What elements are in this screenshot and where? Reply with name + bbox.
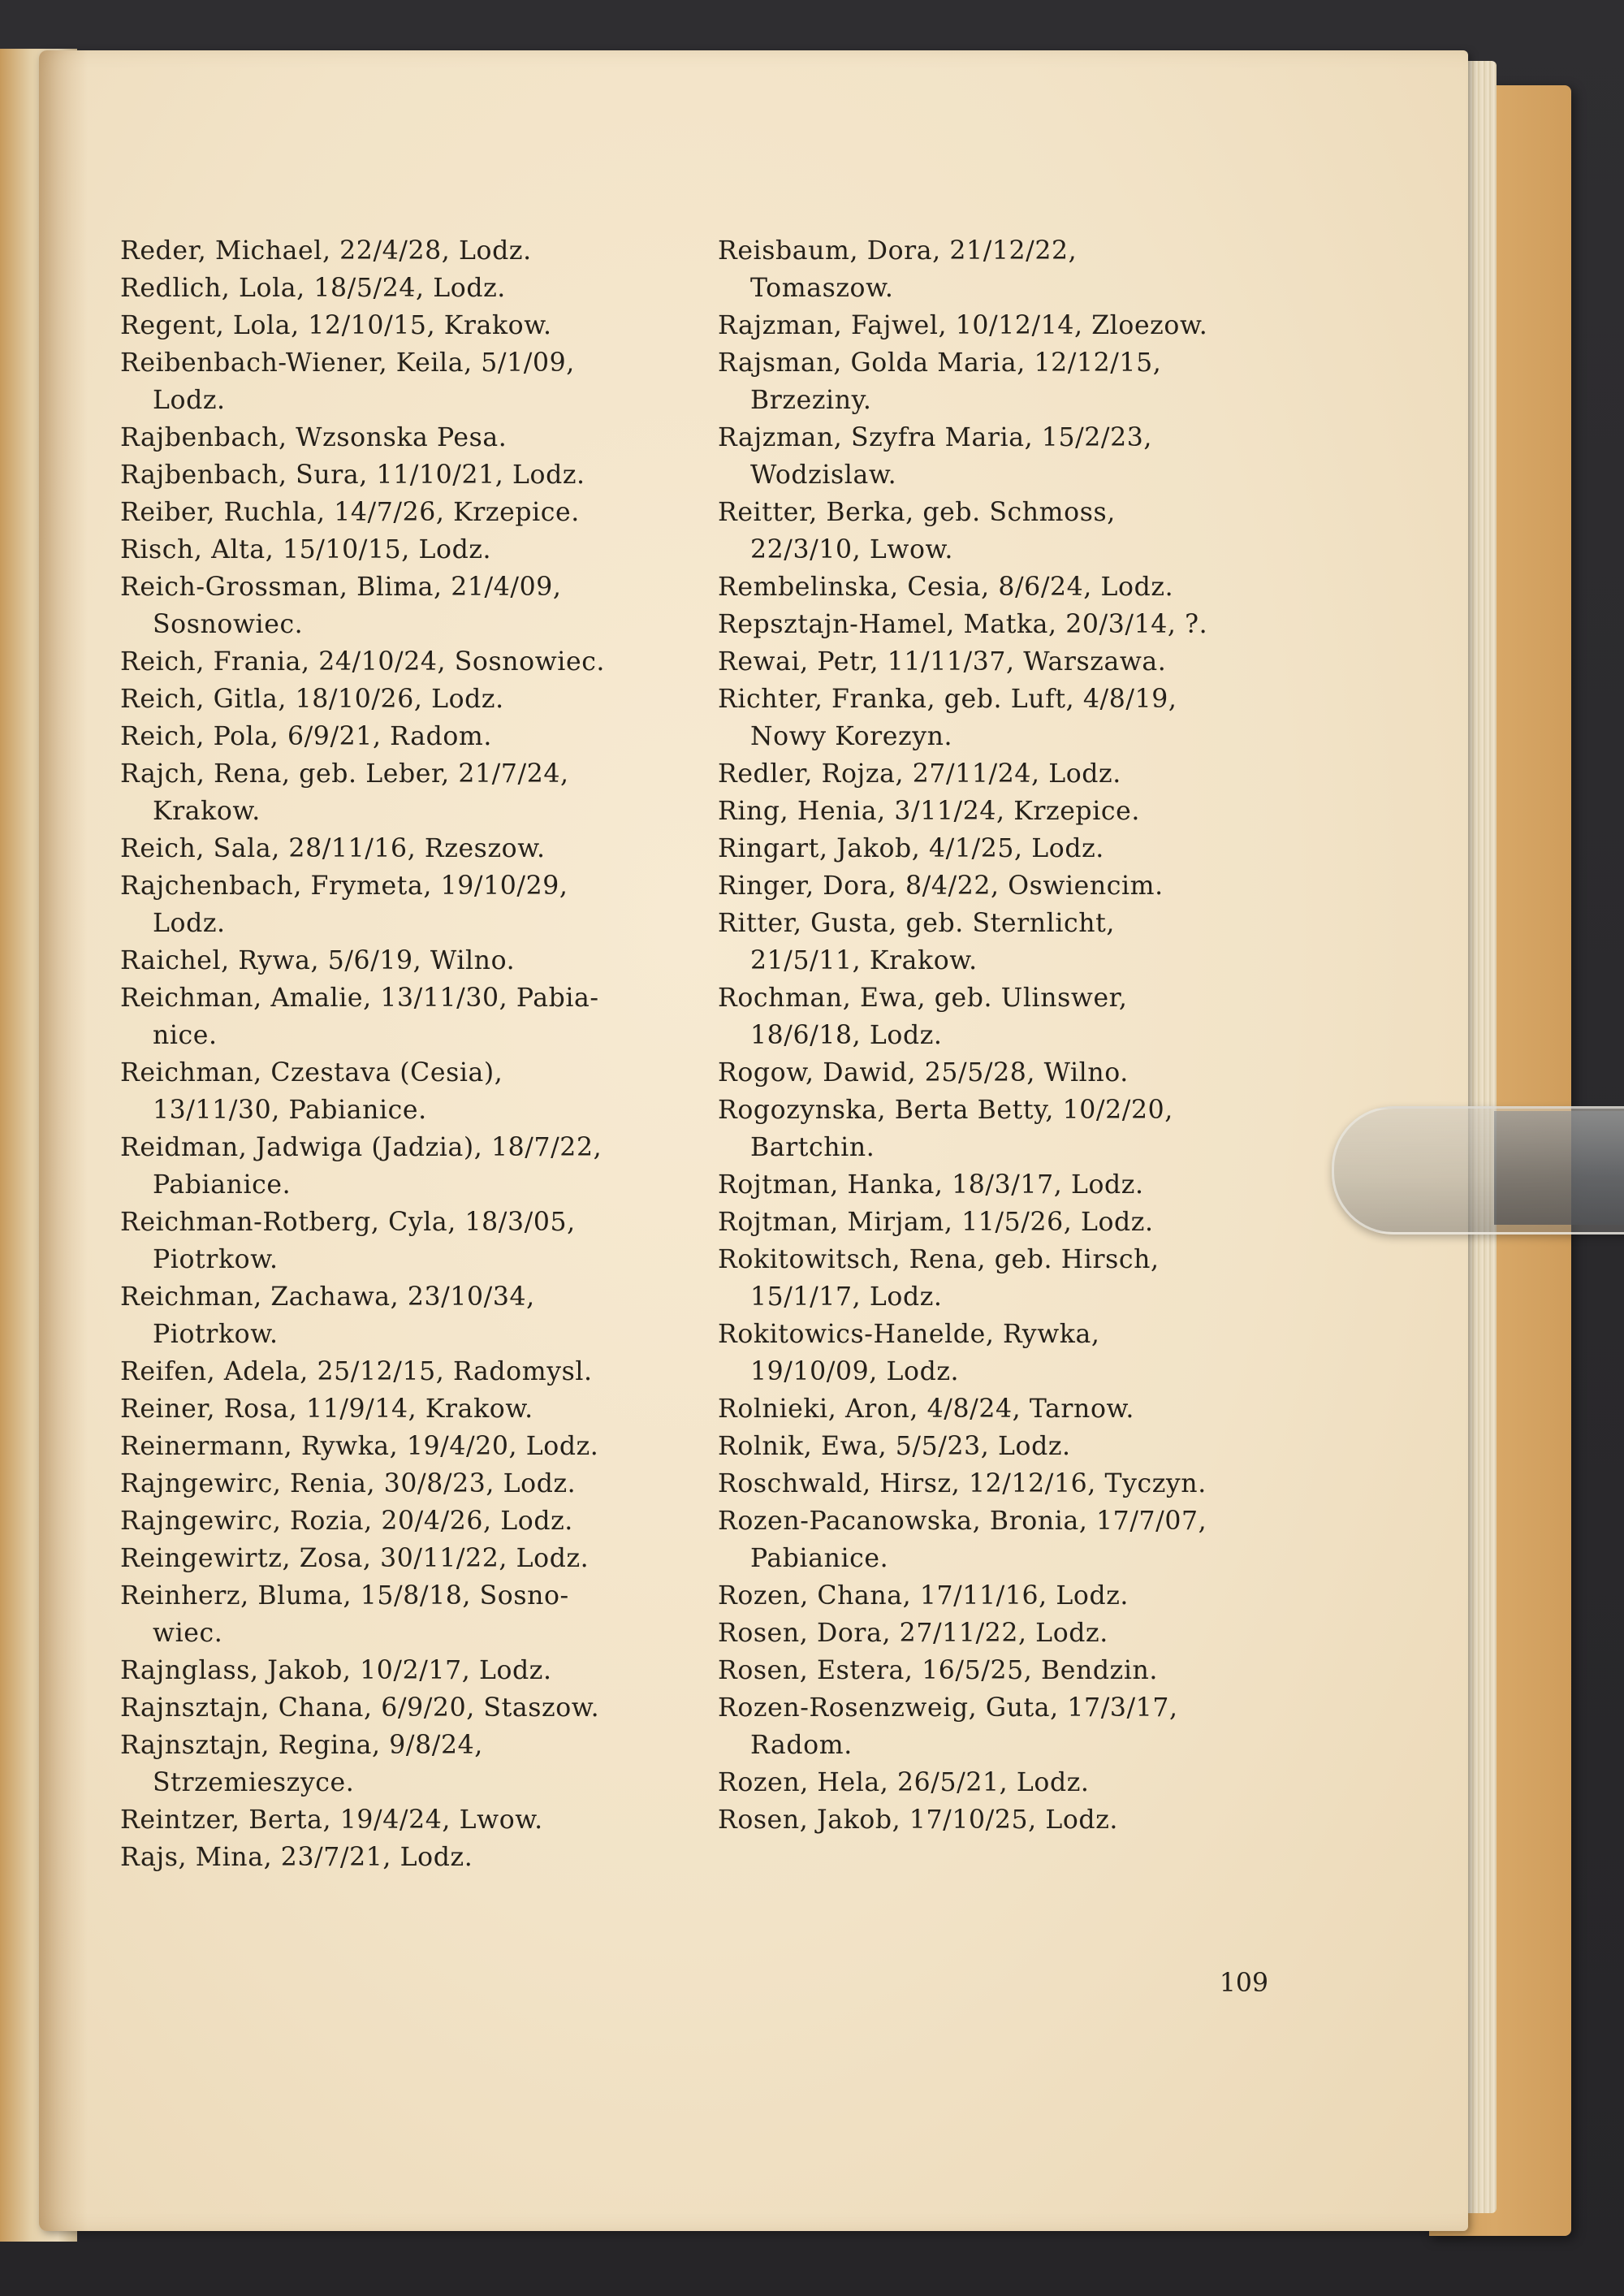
list-item: [718, 1390, 1286, 1428]
list-item: [718, 1503, 1286, 1577]
list-item: [718, 793, 1286, 830]
list-item: [120, 232, 689, 270]
entry-text: Regent, Lola, 12/10/15, Krakow.: [120, 311, 552, 340]
list-item: [120, 344, 689, 419]
list-item: [120, 1428, 689, 1465]
list-item: [718, 1316, 1286, 1390]
entry-text: Rajs, Mina, 23/7/21, Lodz.: [120, 1843, 473, 1872]
entry-continuation: wiec.: [153, 1619, 223, 1648]
entry-text: Rajngewirc, Rozia, 20/4/26, Lodz.: [120, 1507, 573, 1536]
list-item: [718, 1764, 1286, 1801]
entry-text: Rajnsztajn, Regina, 9/8/24,: [120, 1731, 483, 1760]
list-item: [120, 569, 689, 643]
list-item: [718, 344, 1286, 419]
entry-text: Reichman-Rotberg, Cyla, 18/3/05,: [120, 1208, 576, 1237]
entry-continuation: Brzeziny.: [750, 386, 872, 415]
entry-text: Reifen, Adela, 25/12/15, Radomysl.: [120, 1357, 593, 1386]
list-item: [718, 830, 1286, 867]
list-item: [718, 1166, 1286, 1204]
entry-continuation: Radom.: [750, 1731, 853, 1760]
entry-text: Rozen, Hela, 26/5/21, Lodz.: [718, 1768, 1090, 1797]
list-item: [718, 1428, 1286, 1465]
list-item: [120, 1353, 689, 1390]
list-item: [718, 1652, 1286, 1689]
entry-text: Ringer, Dora, 8/4/22, Oswiencim.: [718, 871, 1164, 901]
entry-text: Rajnglass, Jakob, 10/2/17, Lodz.: [120, 1656, 552, 1685]
list-item: [120, 307, 689, 344]
entry-text: Reich, Pola, 6/9/21, Radom.: [120, 722, 492, 751]
entry-text: Reidman, Jadwiga (Jadzia), 18/7/22,: [120, 1133, 603, 1162]
list-item: [120, 419, 689, 456]
entry-text: Rembelinska, Cesia, 8/6/24, Lodz.: [718, 573, 1174, 602]
entry-text: Rochman, Ewa, geb. Ulinswer,: [718, 984, 1128, 1013]
entry-continuation: 15/1/17, Lodz.: [750, 1282, 943, 1312]
entry-continuation: 18/6/18, Lodz.: [750, 1021, 943, 1050]
entry-text: Reich, Sala, 28/11/16, Rzeszow.: [120, 834, 546, 863]
entry-text: Reich-Grossman, Blima, 21/4/09,: [120, 573, 562, 602]
list-item: [718, 419, 1286, 494]
entry-text: Reitter, Berka, geb. Schmoss,: [718, 498, 1116, 527]
list-item: [120, 979, 689, 1054]
list-item: [120, 1727, 689, 1801]
list-item: [718, 1615, 1286, 1652]
list-item: [718, 1241, 1286, 1316]
entry-text: Raichel, Rywa, 5/6/19, Wilno.: [120, 946, 516, 975]
entry-continuation: 13/11/30, Pabianice.: [153, 1096, 427, 1125]
entry-text: Richter, Franka, geb. Luft, 4/8/19,: [718, 685, 1177, 714]
list-item: [120, 1390, 689, 1428]
entry-text: Reiner, Rosa, 11/9/14, Krakow.: [120, 1394, 533, 1424]
right-column: [718, 232, 1286, 1839]
list-item: [718, 681, 1286, 755]
entry-text: Ritter, Gusta, geb. Sternlicht,: [718, 909, 1116, 938]
page-clip-bookmark: [1332, 1106, 1624, 1234]
list-item: [718, 643, 1286, 681]
entry-text: Risch, Alta, 15/10/15, Lodz.: [120, 535, 492, 564]
list-item: [120, 1577, 689, 1652]
list-item: [120, 830, 689, 867]
list-item: [718, 979, 1286, 1054]
entry-text: Rajbenbach, Sura, 11/10/21, Lodz.: [120, 460, 585, 490]
list-item: [120, 1503, 689, 1540]
list-item: [120, 643, 689, 681]
entry-text: Reintzer, Berta, 19/4/24, Lwow.: [120, 1805, 543, 1835]
entry-continuation: Bartchin.: [750, 1133, 875, 1162]
entry-text: Reichman, Czestava (Cesia),: [120, 1058, 503, 1087]
entry-continuation: Strzemieszyce.: [153, 1768, 355, 1797]
entry-text: Reichman, Zachawa, 23/10/34,: [120, 1282, 535, 1312]
entry-text: Reingewirtz, Zosa, 30/11/22, Lodz.: [120, 1544, 590, 1573]
entry-text: Rajchenbach, Frymeta, 19/10/29,: [120, 871, 568, 901]
entry-continuation: Lodz.: [153, 909, 226, 938]
entry-text: Reinherz, Bluma, 15/8/18, Sosno-: [120, 1581, 569, 1611]
entry-text: Repsztajn-Hamel, Matka, 20/3/14, ?.: [718, 610, 1208, 639]
entry-text: Rolnieki, Aron, 4/8/24, Tarnow.: [718, 1394, 1134, 1424]
entry-text: Rojtman, Hanka, 18/3/17, Lodz.: [718, 1170, 1144, 1200]
list-item: [718, 1801, 1286, 1839]
entry-text: Reiber, Ruchla, 14/7/26, Krzepice.: [120, 498, 580, 527]
list-item: [120, 456, 689, 494]
entry-continuation: nice.: [153, 1021, 218, 1050]
list-item: [718, 1689, 1286, 1764]
entry-continuation: 22/3/10, Lwow.: [750, 535, 953, 564]
entry-text: Rozen-Rosenzweig, Guta, 17/3/17,: [718, 1693, 1178, 1723]
entry-continuation: Wodzislaw.: [750, 460, 897, 490]
list-item: [718, 232, 1286, 307]
list-item: [120, 867, 689, 942]
entry-text: Reich, Frania, 24/10/24, Sosnowiec.: [120, 647, 606, 677]
entry-text: Rozen, Chana, 17/11/16, Lodz.: [718, 1581, 1129, 1611]
list-item: [718, 905, 1286, 979]
entry-text: Rajbenbach, Wzsonska Pesa.: [120, 423, 508, 452]
list-item: [718, 494, 1286, 569]
entry-continuation: Pabianice.: [153, 1170, 292, 1200]
list-item: [120, 1689, 689, 1727]
entry-continuation: 19/10/09, Lodz.: [750, 1357, 960, 1386]
list-item: [718, 867, 1286, 905]
list-item: [120, 681, 689, 718]
list-item: [120, 1540, 689, 1577]
list-item: [718, 1204, 1286, 1241]
entry-text: Rosen, Jakob, 17/10/25, Lodz.: [718, 1805, 1119, 1835]
entry-text: Reibenbach-Wiener, Keila, 5/1/09,: [120, 348, 575, 378]
entry-text: Rokitowitsch, Rena, geb. Hirsch,: [718, 1245, 1160, 1274]
entry-text: Ringart, Jakob, 4/1/25, Lodz.: [718, 834, 1104, 863]
entry-text: Rogozynska, Berta Betty, 10/2/20,: [718, 1096, 1173, 1125]
list-item: [120, 1465, 689, 1503]
list-item: [120, 718, 689, 755]
list-item: [120, 1801, 689, 1839]
entry-text: Rajzman, Fajwel, 10/12/14, Zloezow.: [718, 311, 1208, 340]
list-item: [718, 606, 1286, 643]
list-item: [120, 1129, 689, 1204]
entry-text: Rokitowics-Hanelde, Rywka,: [718, 1320, 1100, 1349]
entry-text: Rolnik, Ewa, 5/5/23, Lodz.: [718, 1432, 1071, 1461]
entry-text: Reder, Michael, 22/4/28, Lodz.: [120, 236, 532, 266]
entry-continuation: Tomaszow.: [750, 274, 894, 303]
entry-text: Reinermann, Rywka, 19/4/20, Lodz.: [120, 1432, 599, 1461]
list-item: [120, 755, 689, 830]
list-item: [120, 942, 689, 979]
list-item: [718, 569, 1286, 606]
entry-text: Rajngewirc, Renia, 30/8/23, Lodz.: [120, 1469, 577, 1498]
entry-text: Rozen-Pacanowska, Bronia, 17/7/07,: [718, 1507, 1207, 1536]
entry-text: Rosen, Dora, 27/11/22, Lodz.: [718, 1619, 1108, 1648]
entry-text: Rojtman, Mirjam, 11/5/26, Lodz.: [718, 1208, 1154, 1237]
list-item: [120, 1652, 689, 1689]
entry-text: Rajsman, Golda Maria, 12/12/15,: [718, 348, 1162, 378]
list-item: [718, 1092, 1286, 1166]
entry-text: Reichman, Amalie, 13/11/30, Pabia-: [120, 984, 599, 1013]
entry-text: Rosen, Estera, 16/5/25, Bendzin.: [718, 1656, 1158, 1685]
list-item: [120, 1278, 689, 1353]
entry-text: Reisbaum, Dora, 21/12/22,: [718, 236, 1078, 266]
list-item: [718, 1054, 1286, 1092]
left-column: [120, 232, 689, 1876]
entry-continuation: Piotrkow.: [153, 1245, 279, 1274]
entry-continuation: Pabianice.: [750, 1544, 889, 1573]
entry-continuation: Nowy Korezyn.: [750, 722, 953, 751]
page-number: 109: [1219, 1969, 1268, 1998]
list-item: [718, 307, 1286, 344]
entry-continuation: 21/5/11, Krakow.: [750, 946, 978, 975]
entry-text: Rogow, Dawid, 25/5/28, Wilno.: [718, 1058, 1129, 1087]
entry-continuation: Sosnowiec.: [153, 610, 304, 639]
list-item: [120, 531, 689, 569]
entry-text: Redler, Rojza, 27/11/24, Lodz.: [718, 759, 1121, 789]
entry-continuation: Piotrkow.: [153, 1320, 279, 1349]
entry-continuation: Lodz.: [153, 386, 226, 415]
entry-text: Ring, Henia, 3/11/24, Krzepice.: [718, 797, 1140, 826]
list-item: [718, 1577, 1286, 1615]
spine-shadow: [39, 50, 88, 2231]
list-item: [120, 1054, 689, 1129]
entry-text: Rajnsztajn, Chana, 6/9/20, Staszow.: [120, 1693, 600, 1723]
list-item: [120, 1204, 689, 1278]
entry-text: Rajzman, Szyfra Maria, 15/2/23,: [718, 423, 1153, 452]
entry-continuation: Krakow.: [153, 797, 261, 826]
list-item: [718, 755, 1286, 793]
entry-text: Roschwald, Hirsz, 12/12/16, Tyczyn.: [718, 1469, 1207, 1498]
list-item: [120, 1839, 689, 1876]
entry-text: Redlich, Lola, 18/5/24, Lodz.: [120, 274, 506, 303]
list-item: [120, 494, 689, 531]
entry-text: Reich, Gitla, 18/10/26, Lodz.: [120, 685, 504, 714]
entry-text: Rewai, Petr, 11/11/37, Warszawa.: [718, 647, 1167, 677]
entry-text: Rajch, Rena, geb. Leber, 21/7/24,: [120, 759, 569, 789]
list-item: [120, 270, 689, 307]
list-item: [718, 1465, 1286, 1503]
